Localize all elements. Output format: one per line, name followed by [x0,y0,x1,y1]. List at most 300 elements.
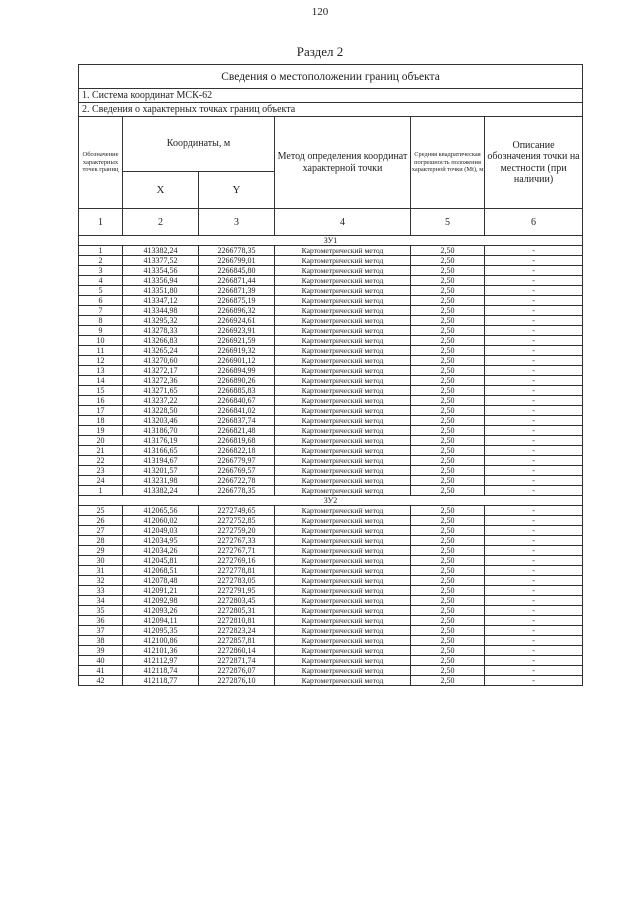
table-row [79,246,583,256]
x-coordinate: 412065,56 [123,506,199,516]
accuracy-cell: 2,50 [411,466,485,476]
point-number: 31 [79,566,123,576]
point-number: 1 [79,486,123,496]
method-cell: Картометрический метод [275,386,411,396]
y-coordinate: 2266778,35 [199,246,275,256]
accuracy-cell: 2,50 [411,516,485,526]
point-number: 36 [79,616,123,626]
description-cell: - [485,446,583,456]
method-cell: Картометрический метод [275,556,411,566]
y-coordinate: 2266875,19 [199,296,275,306]
method-cell: Картометрический метод [275,616,411,626]
accuracy-cell: 2,50 [411,266,485,276]
table-row [79,426,583,436]
method-cell: Картометрический метод [275,476,411,486]
table-row [79,456,583,466]
accuracy-cell: 2,50 [411,346,485,356]
description-cell: - [485,356,583,366]
method-cell: Картометрический метод [275,436,411,446]
point-number: 27 [79,526,123,536]
y-coordinate: 2266921,59 [199,336,275,346]
x-coordinate: 412034,95 [123,536,199,546]
method-cell: Картометрический метод [275,316,411,326]
table-row [79,556,583,566]
y-coordinate: 2266896,32 [199,306,275,316]
table-row [79,486,583,496]
point-number: 16 [79,396,123,406]
table-row [79,276,583,286]
page-number: 120 [311,6,329,18]
x-coordinate: 412091,21 [123,586,199,596]
accuracy-cell: 2,50 [411,666,485,676]
y-coordinate: 2272805,31 [199,606,275,616]
table-row [79,516,583,526]
accuracy-cell: 2,50 [411,296,485,306]
y-coordinate: 2266901,12 [199,356,275,366]
point-number: 37 [79,626,123,636]
column-number: 2 [123,209,199,236]
method-cell: Картометрический метод [275,576,411,586]
method-cell: Картометрический метод [275,306,411,316]
table-row [79,316,583,326]
point-number: 9 [79,326,123,336]
x-coordinate: 412092,98 [123,596,199,606]
description-cell: - [485,296,583,306]
point-number: 24 [79,476,123,486]
accuracy-cell: 2,50 [411,646,485,656]
table-row [79,536,583,546]
accuracy-cell: 2,50 [411,426,485,436]
x-coordinate: 413278,33 [123,326,199,336]
description-cell: - [485,676,583,686]
point-number: 34 [79,596,123,606]
x-coordinate: 412094,11 [123,616,199,626]
point-number: 11 [79,346,123,356]
point-number: 12 [79,356,123,366]
y-coordinate: 2266778,35 [199,486,275,496]
description-cell: - [485,316,583,326]
y-coordinate: 2272876,07 [199,666,275,676]
table-caption: Сведения о местоположении границ объекта [79,65,583,89]
y-coordinate: 2272876,10 [199,676,275,686]
accuracy-cell: 2,50 [411,336,485,346]
header-description: Описание обозначения точки на местности (при наличии) [485,117,583,209]
description-cell: - [485,506,583,516]
description-cell: - [485,516,583,526]
method-cell: Картометрический метод [275,286,411,296]
description-cell: - [485,276,583,286]
x-coordinate: 413271,65 [123,386,199,396]
accuracy-cell: 2,50 [411,326,485,336]
accuracy-cell: 2,50 [411,256,485,266]
x-coordinate: 412093,26 [123,606,199,616]
method-cell: Картометрический метод [275,376,411,386]
accuracy-cell: 2,50 [411,436,485,446]
accuracy-cell: 2,50 [411,316,485,326]
table-row [79,476,583,486]
x-coordinate: 412118,77 [123,676,199,686]
point-number: 17 [79,406,123,416]
group-header-row [79,236,583,246]
x-coordinate: 412078,48 [123,576,199,586]
table-row [79,446,583,456]
x-coordinate: 413356,94 [123,276,199,286]
table-row [79,356,583,366]
description-cell: - [485,346,583,356]
y-coordinate: 2266871,44 [199,276,275,286]
x-coordinate: 413203,46 [123,416,199,426]
header-method: Метод определения координат характерной точки [275,117,411,209]
y-coordinate: 2272769,16 [199,556,275,566]
accuracy-cell: 2,50 [411,376,485,386]
x-coordinate: 413272,17 [123,366,199,376]
accuracy-cell: 2,50 [411,446,485,456]
table-row [79,646,583,656]
accuracy-cell: 2,50 [411,586,485,596]
method-cell: Картометрический метод [275,596,411,606]
y-coordinate: 2266845,80 [199,266,275,276]
x-coordinate: 413265,24 [123,346,199,356]
description-cell: - [485,386,583,396]
point-number: 38 [79,636,123,646]
x-coordinate: 413382,24 [123,486,199,496]
table-row [79,346,583,356]
point-number: 15 [79,386,123,396]
method-cell: Картометрический метод [275,526,411,536]
y-coordinate: 2272783,05 [199,576,275,586]
accuracy-cell: 2,50 [411,536,485,546]
method-cell: Картометрический метод [275,546,411,556]
point-number: 35 [79,606,123,616]
method-cell: Картометрический метод [275,516,411,526]
accuracy-cell: 2,50 [411,286,485,296]
coordinate-system: 1. Система координат МСК-62 [79,89,583,103]
description-cell: - [485,336,583,346]
point-number: 19 [79,426,123,436]
x-coordinate: 412118,74 [123,666,199,676]
header-y: Y [199,172,275,209]
y-coordinate: 2266779,97 [199,456,275,466]
method-cell: Картометрический метод [275,346,411,356]
x-coordinate: 413377,52 [123,256,199,266]
x-coordinate: 413228,50 [123,406,199,416]
description-cell: - [485,406,583,416]
accuracy-cell: 2,50 [411,576,485,586]
table-row [79,576,583,586]
x-coordinate: 413166,65 [123,446,199,456]
point-number: 6 [79,296,123,306]
accuracy-cell: 2,50 [411,546,485,556]
column-number: 6 [485,209,583,236]
point-number: 23 [79,466,123,476]
description-cell: - [485,486,583,496]
point-number: 25 [79,506,123,516]
description-cell: - [485,546,583,556]
method-cell: Картометрический метод [275,636,411,646]
method-cell: Картометрический метод [275,666,411,676]
method-cell: Картометрический метод [275,446,411,456]
accuracy-cell: 2,50 [411,566,485,576]
method-cell: Картометрический метод [275,426,411,436]
table-row [79,606,583,616]
y-coordinate: 2266837,74 [199,416,275,426]
accuracy-cell: 2,50 [411,656,485,666]
point-number: 13 [79,366,123,376]
method-cell: Картометрический метод [275,586,411,596]
y-coordinate: 2272823,24 [199,626,275,636]
y-coordinate: 2272857,81 [199,636,275,646]
accuracy-cell: 2,50 [411,306,485,316]
table-row [79,526,583,536]
x-coordinate: 412100,86 [123,636,199,646]
method-cell: Картометрический метод [275,396,411,406]
y-coordinate: 2272767,33 [199,536,275,546]
y-coordinate: 2266919,32 [199,346,275,356]
method-cell: Картометрический метод [275,356,411,366]
x-coordinate: 413237,22 [123,396,199,406]
accuracy-cell: 2,50 [411,506,485,516]
description-cell: - [485,266,583,276]
method-cell: Картометрический метод [275,626,411,636]
header-x: X [123,172,199,209]
point-number: 33 [79,586,123,596]
y-coordinate: 2272860,14 [199,646,275,656]
description-cell: - [485,246,583,256]
accuracy-cell: 2,50 [411,246,485,256]
description-cell: - [485,566,583,576]
y-coordinate: 2272749,65 [199,506,275,516]
point-number: 1 [79,246,123,256]
table-row [79,406,583,416]
y-coordinate: 2266819,68 [199,436,275,446]
x-coordinate: 413186,70 [123,426,199,436]
description-cell: - [485,626,583,636]
description-cell: - [485,286,583,296]
y-coordinate: 2266894,99 [199,366,275,376]
point-number: 29 [79,546,123,556]
x-coordinate: 413266,83 [123,336,199,346]
y-coordinate: 2272810,81 [199,616,275,626]
group-name: ЗУ1 [79,236,583,246]
x-coordinate: 412060,02 [123,516,199,526]
description-cell: - [485,526,583,536]
table-row [79,336,583,346]
table-row [79,546,583,556]
description-cell: - [485,656,583,666]
method-cell: Картометрический метод [275,366,411,376]
accuracy-cell: 2,50 [411,486,485,496]
description-cell: - [485,426,583,436]
point-number: 5 [79,286,123,296]
description-cell: - [485,306,583,316]
y-coordinate: 2266841,02 [199,406,275,416]
column-number: 3 [199,209,275,236]
x-coordinate: 413354,56 [123,266,199,276]
point-number: 39 [79,646,123,656]
table-row [79,626,583,636]
x-coordinate: 412112,97 [123,656,199,666]
x-coordinate: 412068,51 [123,566,199,576]
table-row [79,296,583,306]
method-cell: Картометрический метод [275,606,411,616]
x-coordinate: 412034,26 [123,546,199,556]
method-cell: Картометрический метод [275,466,411,476]
accuracy-cell: 2,50 [411,386,485,396]
header-accuracy: Средняя квадратическая погрешность положения характерной точки (Mt), м [411,117,485,209]
description-cell: - [485,396,583,406]
x-coordinate: 413351,80 [123,286,199,296]
x-coordinate: 413176,19 [123,436,199,446]
description-cell: - [485,466,583,476]
accuracy-cell: 2,50 [411,406,485,416]
method-cell: Картометрический метод [275,406,411,416]
table-row [79,386,583,396]
x-coordinate: 413231,98 [123,476,199,486]
y-coordinate: 2272759,20 [199,526,275,536]
x-coordinate: 412049,03 [123,526,199,536]
y-coordinate: 2272791,95 [199,586,275,596]
column-numbers-row [79,209,583,236]
point-number: 40 [79,656,123,666]
accuracy-cell: 2,50 [411,276,485,286]
point-number: 3 [79,266,123,276]
column-number: 4 [275,209,411,236]
point-number: 28 [79,536,123,546]
table-row [79,436,583,446]
table-row [79,286,583,296]
point-number: 22 [79,456,123,466]
description-cell: - [485,416,583,426]
description-cell: - [485,606,583,616]
table-row [79,666,583,676]
y-coordinate: 2266924,61 [199,316,275,326]
method-cell: Картометрический метод [275,246,411,256]
table-row [79,256,583,266]
table-row [79,326,583,336]
x-coordinate: 413295,32 [123,316,199,326]
y-coordinate: 2272752,85 [199,516,275,526]
method-cell: Картометрический метод [275,416,411,426]
description-cell: - [485,666,583,676]
y-coordinate: 2272778,81 [199,566,275,576]
y-coordinate: 2266799,01 [199,256,275,266]
x-coordinate: 412095,35 [123,626,199,636]
point-number: 20 [79,436,123,446]
description-cell: - [485,616,583,626]
accuracy-cell: 2,50 [411,476,485,486]
method-cell: Картометрический метод [275,486,411,496]
accuracy-cell: 2,50 [411,356,485,366]
x-coordinate: 413201,57 [123,466,199,476]
boundary-points-table [78,64,583,686]
x-coordinate: 412101,36 [123,646,199,656]
accuracy-cell: 2,50 [411,606,485,616]
table-row [79,656,583,666]
description-cell: - [485,366,583,376]
x-coordinate: 413344,98 [123,306,199,316]
accuracy-cell: 2,50 [411,556,485,566]
group-header-row [79,496,583,506]
point-number: 30 [79,556,123,566]
method-cell: Картометрический метод [275,276,411,286]
y-coordinate: 2266890,26 [199,376,275,386]
description-cell: - [485,326,583,336]
section-title: Раздел 2 [296,44,344,59]
description-cell: - [485,636,583,646]
y-coordinate: 2266769,57 [199,466,275,476]
point-number: 26 [79,516,123,526]
accuracy-cell: 2,50 [411,596,485,606]
y-coordinate: 2266923,91 [199,326,275,336]
point-number: 41 [79,666,123,676]
accuracy-cell: 2,50 [411,396,485,406]
table-row [79,396,583,406]
description-cell: - [485,456,583,466]
point-number: 7 [79,306,123,316]
header-coordinates: Координаты, м [123,117,275,172]
y-coordinate: 2272871,74 [199,656,275,666]
table-row [79,376,583,386]
point-number: 32 [79,576,123,586]
method-cell: Картометрический метод [275,266,411,276]
method-cell: Картометрический метод [275,336,411,346]
table-row [79,416,583,426]
accuracy-cell: 2,50 [411,626,485,636]
point-number: 42 [79,676,123,686]
description-cell: - [485,476,583,486]
table-row [79,566,583,576]
table-row [79,266,583,276]
y-coordinate: 2266821,48 [199,426,275,436]
method-cell: Картометрический метод [275,646,411,656]
x-coordinate: 413272,36 [123,376,199,386]
accuracy-cell: 2,50 [411,616,485,626]
y-coordinate: 2266840,67 [199,396,275,406]
table-row [79,596,583,606]
method-cell: Картометрический метод [275,456,411,466]
table-row [79,506,583,516]
y-coordinate: 2266722,78 [199,476,275,486]
points-caption: 2. Сведения о характерных точках границ объекта [79,103,583,117]
accuracy-cell: 2,50 [411,526,485,536]
y-coordinate: 2266871,39 [199,286,275,296]
method-cell: Картометрический метод [275,326,411,336]
y-coordinate: 2266822,18 [199,446,275,456]
description-cell: - [485,586,583,596]
x-coordinate: 413270,60 [123,356,199,366]
table-row [79,676,583,686]
accuracy-cell: 2,50 [411,456,485,466]
description-cell: - [485,536,583,546]
method-cell: Картометрический метод [275,296,411,306]
point-number: 10 [79,336,123,346]
point-number: 4 [79,276,123,286]
method-cell: Картометрический метод [275,536,411,546]
method-cell: Картометрический метод [275,566,411,576]
method-cell: Картометрический метод [275,656,411,666]
x-coordinate: 413194,67 [123,456,199,466]
x-coordinate: 413347,12 [123,296,199,306]
accuracy-cell: 2,50 [411,676,485,686]
accuracy-cell: 2,50 [411,636,485,646]
column-number: 5 [411,209,485,236]
method-cell: Картометрический метод [275,676,411,686]
x-coordinate: 412045,81 [123,556,199,566]
description-cell: - [485,256,583,266]
table-row [79,366,583,376]
y-coordinate: 2272803,45 [199,596,275,606]
point-number: 18 [79,416,123,426]
